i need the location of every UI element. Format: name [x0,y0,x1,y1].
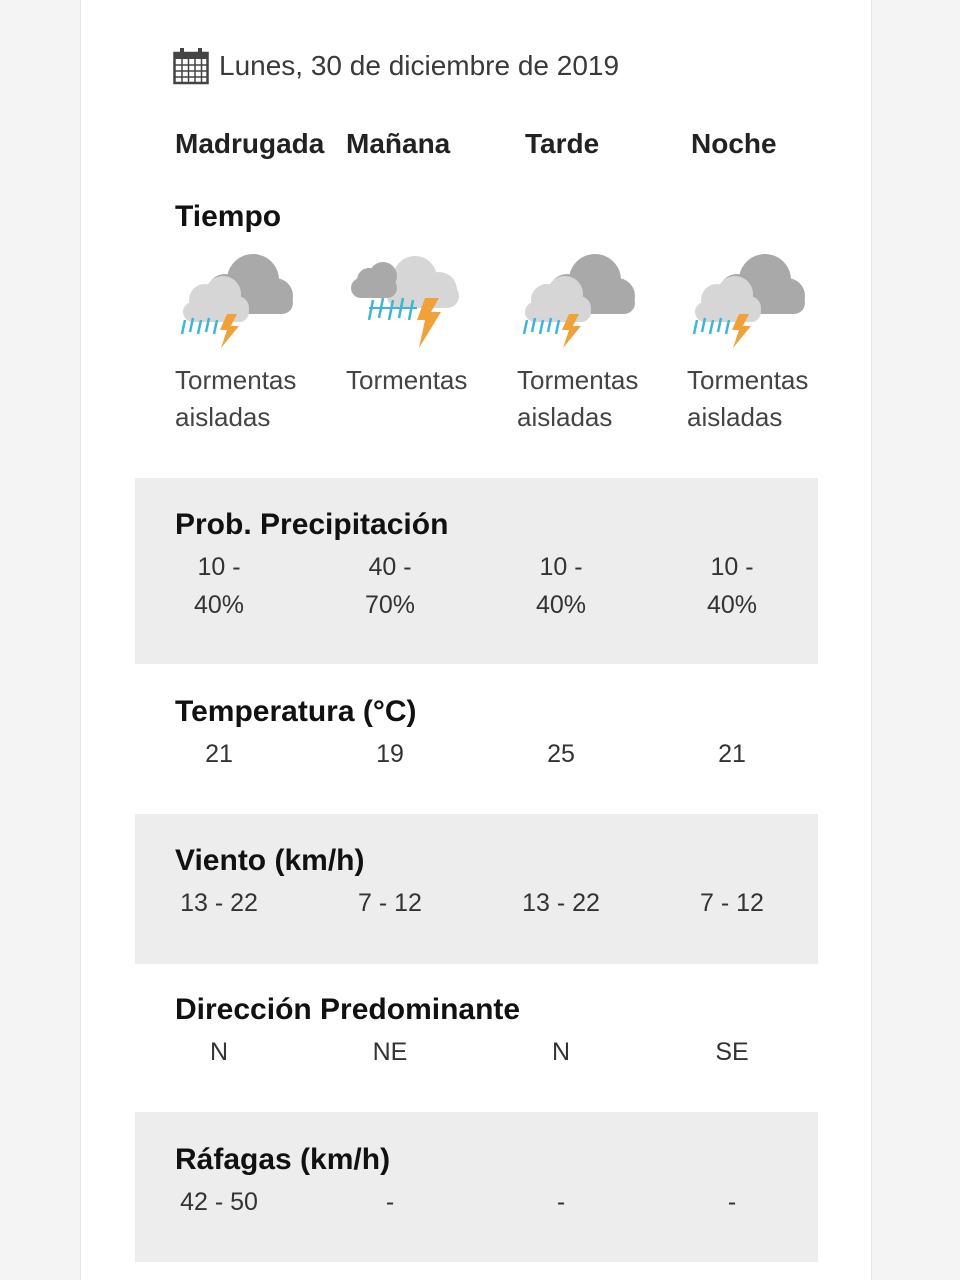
period-headers [175,128,835,172]
isolated-storm-icon [175,248,300,353]
gusts-value: 42 - 50 [180,1188,258,1216]
period-noche: Noche [691,128,777,159]
desc-line: Tormentas [175,365,297,395]
wind-title: Viento (km/h) [175,844,365,877]
desc-line: aisladas [517,402,613,432]
temperature-value: 25 [547,740,575,768]
temperature-value: 19 [376,740,404,768]
weather-desc-tarde [517,362,677,436]
gusts-value: - [385,1188,395,1216]
precip-title: Prob. Precipitación [175,508,449,541]
period-manana: Mañana [346,128,451,159]
direction-value: NE [372,1038,408,1066]
precip-range-start: 10 - [710,553,754,581]
precip-range-start: 10 - [539,553,583,581]
precip-range-end: 40% [535,591,587,619]
wind-value: 7 - 12 [700,889,764,917]
gusts-title: Ráfagas (km/h) [175,1143,391,1176]
storm-icon [347,248,472,353]
direction-title: Dirección Predominante [175,993,521,1026]
direction-value: N [551,1038,571,1066]
precip-value-tarde [511,548,611,624]
weather-icons-row [175,248,855,358]
date-header [173,44,619,88]
precip-range-start: 10 - [197,553,241,581]
desc-line: aisladas [175,402,271,432]
direction-value: N [209,1038,229,1066]
tiempo-title: Tiempo [175,200,282,233]
period-tarde: Tarde [525,128,600,159]
precip-range-end: 40% [706,591,758,619]
precip-value-madrugada [169,548,269,624]
forecast-card [80,0,872,1280]
period-madrugada: Madrugada [175,128,325,159]
weather-desc-manana [346,362,506,399]
desc-line: Tormentas [346,365,468,395]
gusts-value: - [556,1188,566,1216]
calendar-icon [173,47,209,85]
temperature-value: 21 [718,740,746,768]
temperature-value: 21 [205,740,233,768]
wind-value: 13 - 22 [522,889,600,917]
gusts-value: - [727,1188,737,1216]
wind-value: 13 - 22 [180,889,258,917]
temperature-title: Temperatura (°C) [175,695,417,728]
precip-range-end: 70% [364,591,416,619]
precip-value-manana [340,548,440,624]
wind-value: 7 - 12 [358,889,422,917]
forecast-date: Lunes, 30 de diciembre de 2019 [219,50,620,81]
direction-value: SE [715,1038,749,1066]
desc-line: Tormentas [517,365,639,395]
precip-value-noche [682,548,782,624]
isolated-storm-icon [687,248,812,353]
desc-line: aisladas [687,402,783,432]
weather-desc-madrugada [175,362,335,436]
precip-range-start: 40 - [368,553,412,581]
desc-line: Tormentas [687,365,809,395]
isolated-storm-icon [517,248,642,353]
precip-range-end: 40% [193,591,245,619]
weather-desc-noche [687,362,847,436]
